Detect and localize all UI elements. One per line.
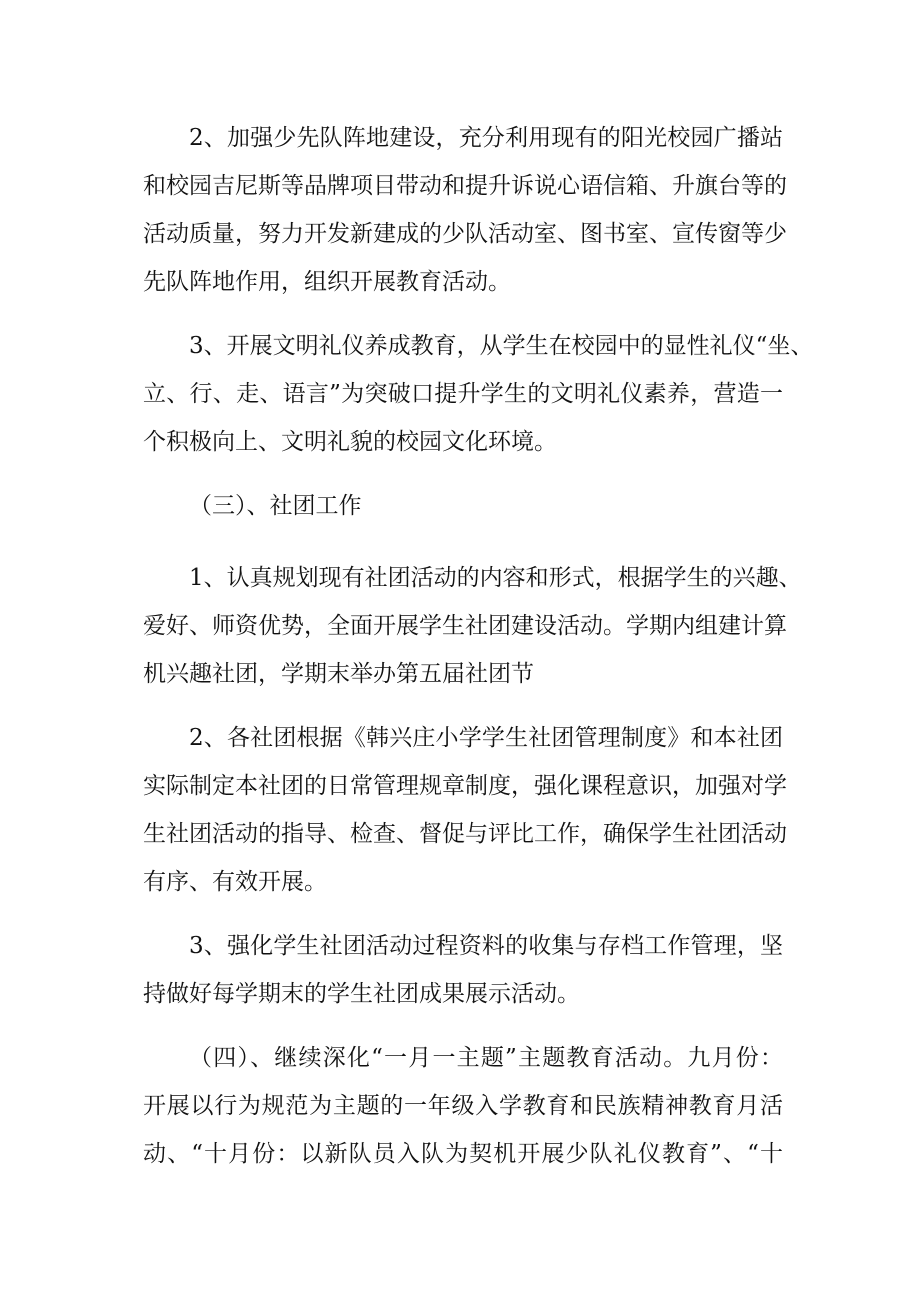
text-line: 活动质量，努力开发新建成的少队活动室、图书室、宣传窗等少 — [143, 221, 787, 247]
text-line: 开展以行为规范为主题的一年级入学教育和民族精神教育月活 — [143, 1093, 783, 1119]
text-line: 个积极向上、文明礼貌的校园文化环境。 — [143, 429, 557, 455]
text-line: 实际制定本社团的日常管理规章制度，强化课程意识，加强对学 — [143, 773, 787, 799]
text-line: 3、强化学生社团活动过程资料的收集与存档工作管理，坚 — [189, 933, 783, 959]
text-line: 和校园吉尼斯等品牌项目带动和提升诉说心语信箱、升旗台等的 — [143, 173, 787, 199]
text-line: 机兴趣社团，学期末举办第五届社团节 — [143, 661, 534, 687]
paragraph-club-archive — [143, 922, 783, 1018]
text-line: 2、各社团根据《韩兴庄小学学生社团管理制度》和本社团 — [189, 725, 783, 751]
text-line: 生社团活动的指导、检查、督促与评比工作，确保学生社团活动 — [143, 821, 787, 847]
paragraph-pioneer-base — [143, 114, 787, 306]
section-heading-clubs — [143, 482, 783, 530]
text-line: 3、开展文明礼仪养成教育，从学生在校园中的显性礼仪“坐、 — [189, 333, 814, 359]
text-line: 立、行、走、语言”为突破口提升学生的文明礼仪素养，营造一 — [143, 381, 783, 407]
text-line: 动、“十月份：以新队员入队为契机开展少队礼仪教育”、“十 — [143, 1141, 783, 1167]
paragraph-club-rules — [143, 714, 787, 906]
text-line: 先队阵地作用，组织开展教育活动。 — [143, 269, 511, 295]
paragraph-monthly-theme — [143, 1034, 783, 1178]
text-line: 1、认真规划现有社团活动的内容和形式，根据学生的兴趣、 — [189, 565, 802, 591]
text-line: 2、加强少先队阵地建设，充分利用现有的阳光校园广播站 — [189, 125, 783, 151]
text-line: 有序、有效开展。 — [143, 869, 327, 895]
text-line: （四）、继续深化“一月一主题”主题教育活动。九月份： — [189, 1045, 783, 1071]
paragraph-club-planning — [143, 554, 802, 698]
paragraph-etiquette — [143, 322, 814, 466]
text-line: 持做好每学期末的学生社团成果展示活动。 — [143, 981, 580, 1007]
text-line: 爱好、师资优势，全面开展学生社团建设活动。学期内组建计算 — [143, 613, 787, 639]
heading-line: （三）、社团工作 — [189, 493, 362, 519]
